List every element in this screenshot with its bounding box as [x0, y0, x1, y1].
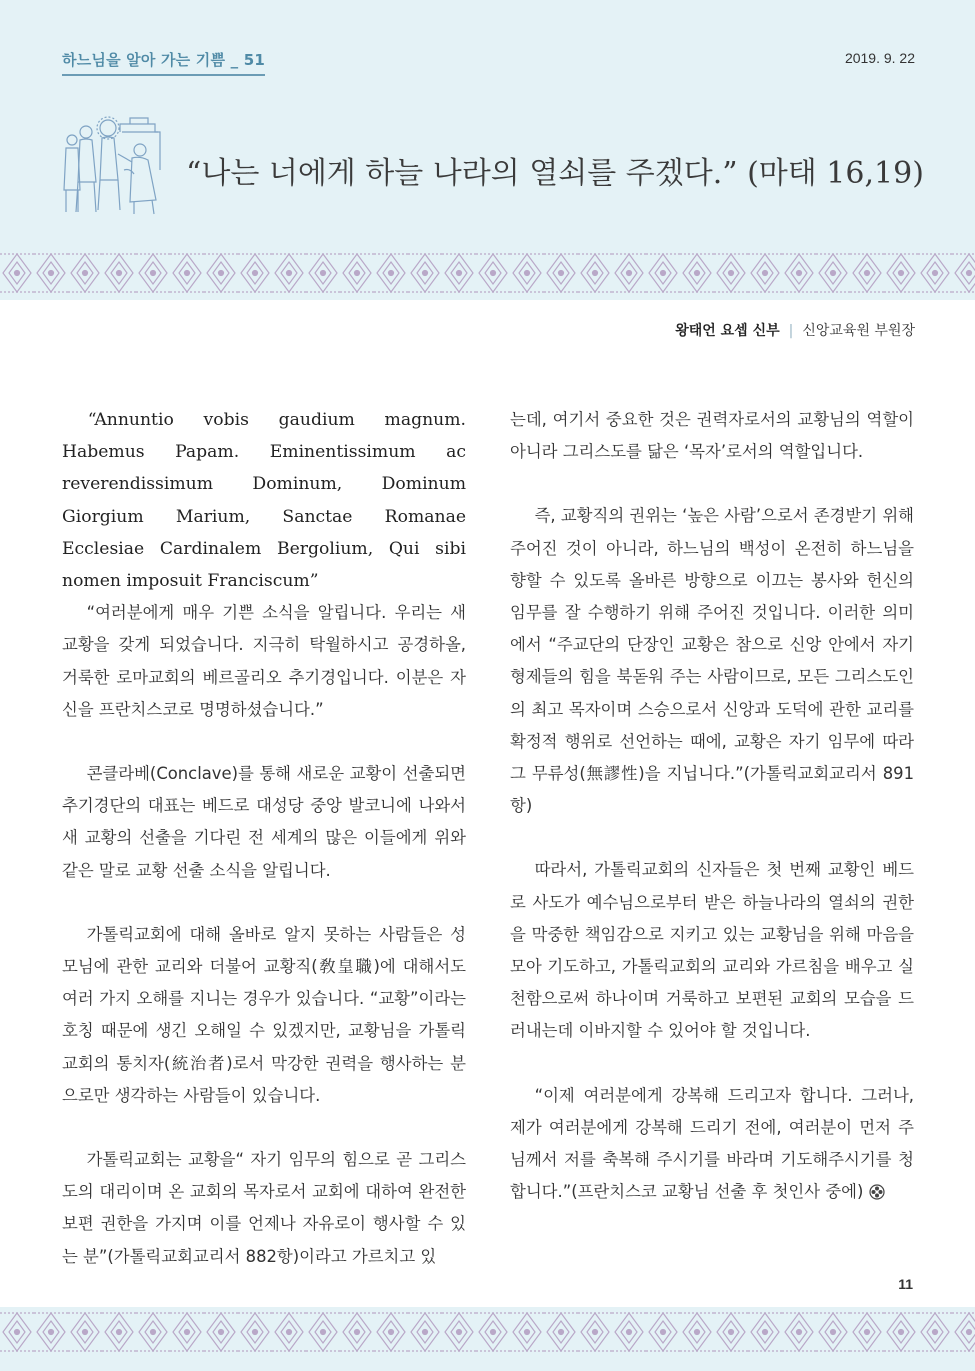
closing-quote-text: “이제 여러분에게 강복해 드리고자 합니다. 그러나, 제가 여러분에게 강복해 드리기 전에, 여러분이 먼저 주님께서 저를 축복해 주시기를 바라며 기도해주시기를 청합니다.”(프란치스코 교황님 선출 후 첫인사 중에): [510, 1085, 914, 1202]
latin-announcement: “Annuntio vobis gaudium magnum. Habemus Papam. Eminentissimum ac reverendissimum Dominum, Dominum Giorgium Marium, Sanctae Romanae Ecclesiae Cardinalem Bergolium, Qui sibi nomen imposuit Franciscum”: [62, 410, 466, 592]
series-label: 하느님을 알아 가는 기쁨 _ 51: [62, 49, 265, 76]
author-byline: [675, 320, 915, 340]
announcement-translation: “여러분에게 매우 기쁜 소식을 알립니다. 우리는 새 교황을 갖게 되었습니다. 지극히 탁월하시고 공경하올, 거룩한 로마교회의 베르골리오 추기경입니다. 이분은 자신을 프란치스코로 명명하셨습니다.”: [62, 603, 466, 719]
author-name: 왕태언 요셉 신부: [675, 323, 780, 339]
paragraph-closing-quote: [510, 1080, 914, 1209]
author-role: 신앙교육원 부원장: [802, 323, 915, 339]
rosette-end-icon: [869, 1184, 885, 1200]
apostles-illustration-icon: [60, 110, 170, 220]
paragraph-therefore: 따라서, 가톨릭교회의 신자들은 첫 번째 교황인 베드로 사도가 예수님으로부터 받은 하늘나라의 열쇠의 권한을 막중한 책임감으로 지키고 있는 교황님을 위해 마음을 모아 기도하고, 가톨릭교회의 교리와 가르침을 배우고 실천함으로써 하나이며 거룩하고 보편된 교회의 모습을 드러내는데 이바지할 수 있어야 할 것입니다.: [510, 860, 914, 1041]
ornament-border-top: [0, 248, 975, 298]
page-number: 11: [898, 1276, 913, 1292]
issue-date: 2019. 9. 22: [844, 50, 915, 66]
paragraph-teaching-continued: 는데, 여기서 중요한 것은 권력자로서의 교황님의 역할이 아니라 그리스도를 닮은 ‘목자’로서의 역할입니다.: [510, 410, 914, 462]
paragraph-authority: 즉, 교황직의 권위는 ‘높은 사람’으로서 존경받기 위해 주어진 것이 아니라, 하느님의 백성이 온전히 하느님을 향할 수 있도록 올바른 방향으로 이끄는 봉사와 헌신의 임무를 잘 수행하기 위해 주어진 것입니다. 이러한 의미에서 “주교단의 단장인 교황은 참으로 신앙 안에서 자기 형제들의 힘을 북돋워 주는 사람이므로, 모든 그리스도인의 최고 목자이며 스승으로서 신앙과 도덕에 관한 교리를 확정적 행위로 선언하는 때에, 교황은 자기 임무에 따라 그 무류성(無謬性)을 지닙니다.”(가톨릭교회교리서 891항): [510, 506, 914, 816]
headline-quote: “나는 너에게 하늘 나라의 열쇠를 주겠다.” (마태 16,19): [186, 156, 924, 191]
paragraph-misunderstanding: 가톨릭교회에 대해 올바로 알지 못하는 사람들은 성모님에 관한 교리와 더불어 교황직(敎皇職)에 대해서도 여러 가지 오해를 지니는 경우가 있습니다. “교황”이라는 호칭 때문에 생긴 오해일 수 있겠지만, 교황님을 가톨릭교회의 통치자(統治者)로서 막강한 권력을 행사하는 분으로만 생각하는 사람들이 있습니다.: [62, 924, 466, 1105]
article-column-left: [62, 404, 466, 1305]
ornament-border-bottom: [0, 1307, 975, 1371]
article-column-right: [510, 404, 914, 1240]
paragraph-conclave: 콘클라베(Conclave)를 통해 새로운 교황이 선출되면 추기경단의 대표는 베드로 대성당 중앙 발코니에 나와서 새 교황의 선출을 기다린 전 세계의 많은 이들에게 위와 같은 말로 교황 선출 소식을 알립니다.: [62, 764, 466, 880]
paragraph-teaching: 가톨릭교회는 교황을“ 자기 임무의 힘으로 곧 그리스도의 대리이며 온 교회의 목자로서 교회에 대하여 완전한 보편 권한을 가지며 이를 언제나 자유로이 행사할 수 있는 분”(가톨릭교회교리서 882항)이라고 가르치고 있: [62, 1150, 466, 1266]
byline-separator: |: [788, 323, 794, 339]
